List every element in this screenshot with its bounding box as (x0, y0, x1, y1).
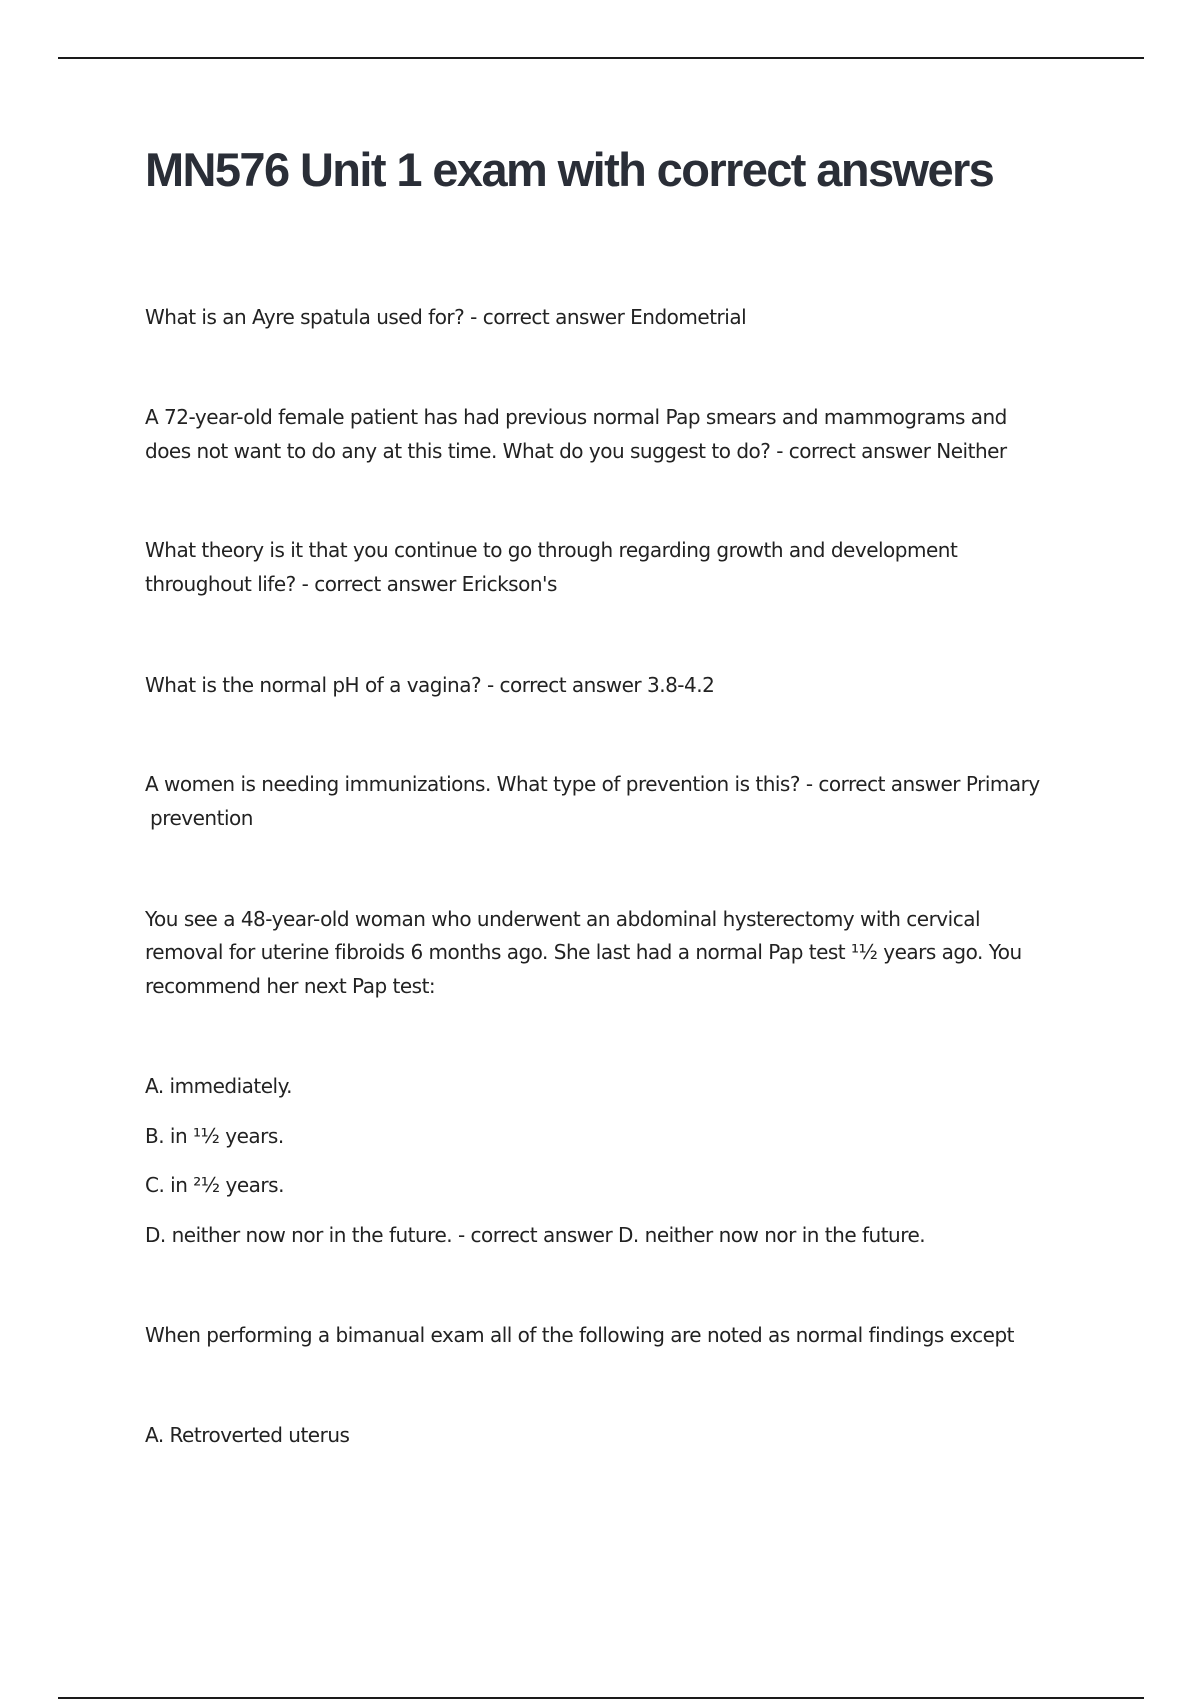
q6-option-c: C. in ²½ years. (145, 1173, 284, 1197)
q7-option-a: A. Retroverted uterus (145, 1423, 350, 1447)
q1-text: What is an Ayre spatula used for? - correct answer Endometrial (145, 305, 747, 329)
page-title: MN576 Unit 1 exam with correct answers (145, 143, 994, 196)
q6-option-d-answer: D. neither now nor in the future. - correct answer D. neither now nor in the future. (145, 1223, 926, 1247)
q6-text-line-3: recommend her next Pap test: (145, 974, 436, 998)
q4-text: What is the normal pH of a vagina? - correct answer 3.8-4.2 (145, 673, 715, 697)
q6-option-b: B. in ¹½ years. (145, 1124, 284, 1148)
bottom-rule (58, 1697, 1144, 1699)
q7-text: When performing a bimanual exam all of the following are noted as normal findings except (145, 1323, 1014, 1347)
q6-option-a: A. immediately. (145, 1074, 292, 1098)
q2-text-line-1: A 72-year-old female patient has had previous normal Pap smears and mammograms and (145, 405, 1007, 429)
q3-text-line-1: What theory is it that you continue to go through regarding growth and development (145, 538, 958, 562)
top-rule (58, 57, 1144, 59)
q3-text-line-2: throughout life? - correct answer Erickson's (145, 572, 557, 596)
q2-text-line-2: does not want to do any at this time. What do you suggest to do? - correct answer Neither (145, 439, 1007, 463)
q6-text-line-2: removal for uterine fibroids 6 months ago. She last had a normal Pap test ¹½ years ago. You (145, 940, 1022, 964)
q6-text-line-1: You see a 48-year-old woman who underwent an abdominal hysterectomy with cervical (145, 907, 981, 931)
q5-text-line-1: A women is needing immunizations. What type of prevention is this? - correct answer Primary (145, 772, 1040, 796)
q5-text-line-2: prevention (150, 806, 253, 830)
